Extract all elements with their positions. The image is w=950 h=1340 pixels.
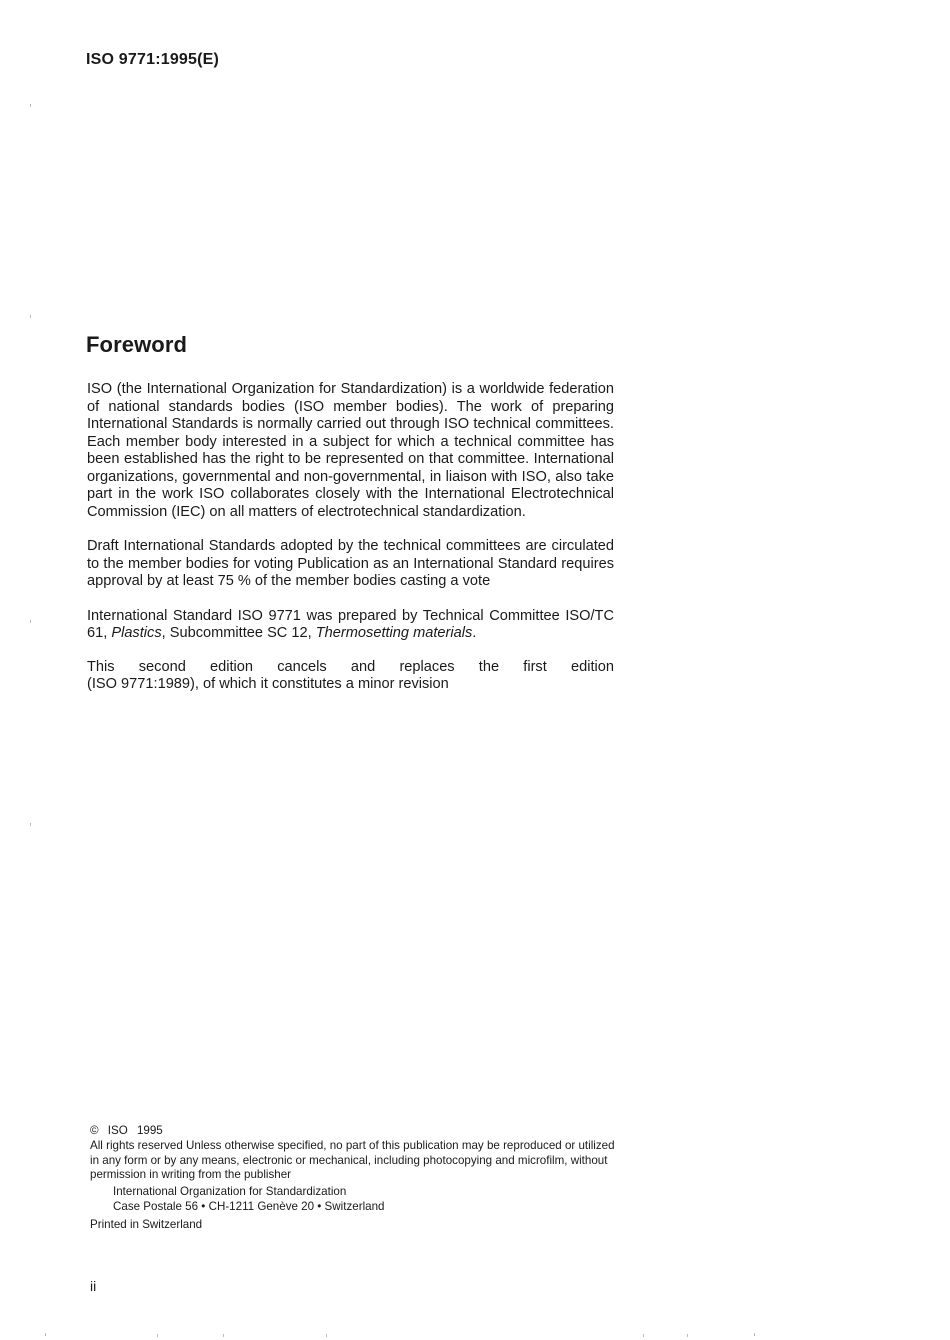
publisher-postal-address: Case Postale 56 • CH-1211 Genève 20 • Switzerland [113, 1199, 385, 1213]
edition-line-1: This second edition cancels and replaces the first edition [87, 658, 614, 675]
paragraph-draft-standards: Draft International Standards adopted by the technical committees are circulated to the member bodies for voting Publication as an International Standard requires approval by at least 75 % of the member bodies casting a vote [87, 538, 614, 589]
foreword-body [87, 381, 614, 694]
section-title: Foreword [86, 332, 188, 357]
scan-speck [30, 104, 31, 107]
prepared-by-text-3: . [472, 625, 477, 641]
scan-speck [643, 1334, 644, 1337]
prepared-by-text-1: International Standard ISO 9771 was prepared by Technical Committee ISO/TC 61, [87, 607, 614, 641]
scan-speck [687, 1334, 688, 1337]
scan-speck [30, 823, 31, 826]
scan-speck [223, 1334, 224, 1337]
scan-speck [45, 1333, 46, 1336]
copyright-block [90, 1124, 625, 1233]
page-number: ii [90, 1278, 97, 1294]
prepared-by-text-2: , Subcommittee SC 12, [161, 625, 316, 641]
subcommittee-name: Thermosetting materials [315, 625, 473, 641]
paragraph-iso-description: ISO (the International Organization for Standardization) is a worldwide federation of national standards bodies (ISO member bodies). The work of preparing International Standards is normally carried out through ISO technical committees. Each member body interested in a subject for which a technical committee has been established has the right to be represented on that committee. International organizations, governmental and non-governmental, in liaison with ISO, also take part in the work ISO collaborates closely with the International Electrotechnical Commission (IEC) on all matters of electrotechnical standardization. [87, 381, 614, 520]
paragraph-prepared-by [87, 608, 614, 643]
scan-speck [30, 315, 31, 318]
rights-statement: All rights reserved Unless otherwise specified, no part of this publication may be reproduced or utilized in any form or by any means, electronic or mechanical, including photocopying and microfilm, without permission in writing from the publisher [90, 1138, 615, 1182]
scan-speck [326, 1334, 327, 1337]
publisher-address [90, 1185, 625, 1215]
edition-line-2: (ISO 9771:1989), of which it constitutes a minor revision [87, 676, 449, 692]
committee-name: Plastics [111, 625, 162, 641]
copyright-notice: © ISO 1995 [90, 1124, 163, 1137]
printed-location: Printed in Switzerland [90, 1217, 203, 1231]
publisher-name: International Organization for Standardization [113, 1185, 347, 1199]
document-header-id: ISO 9771:1995(E) [86, 51, 220, 68]
scan-speck [754, 1333, 755, 1336]
scan-speck [30, 620, 31, 623]
paragraph-edition [87, 659, 614, 694]
scan-speck [157, 1334, 158, 1337]
